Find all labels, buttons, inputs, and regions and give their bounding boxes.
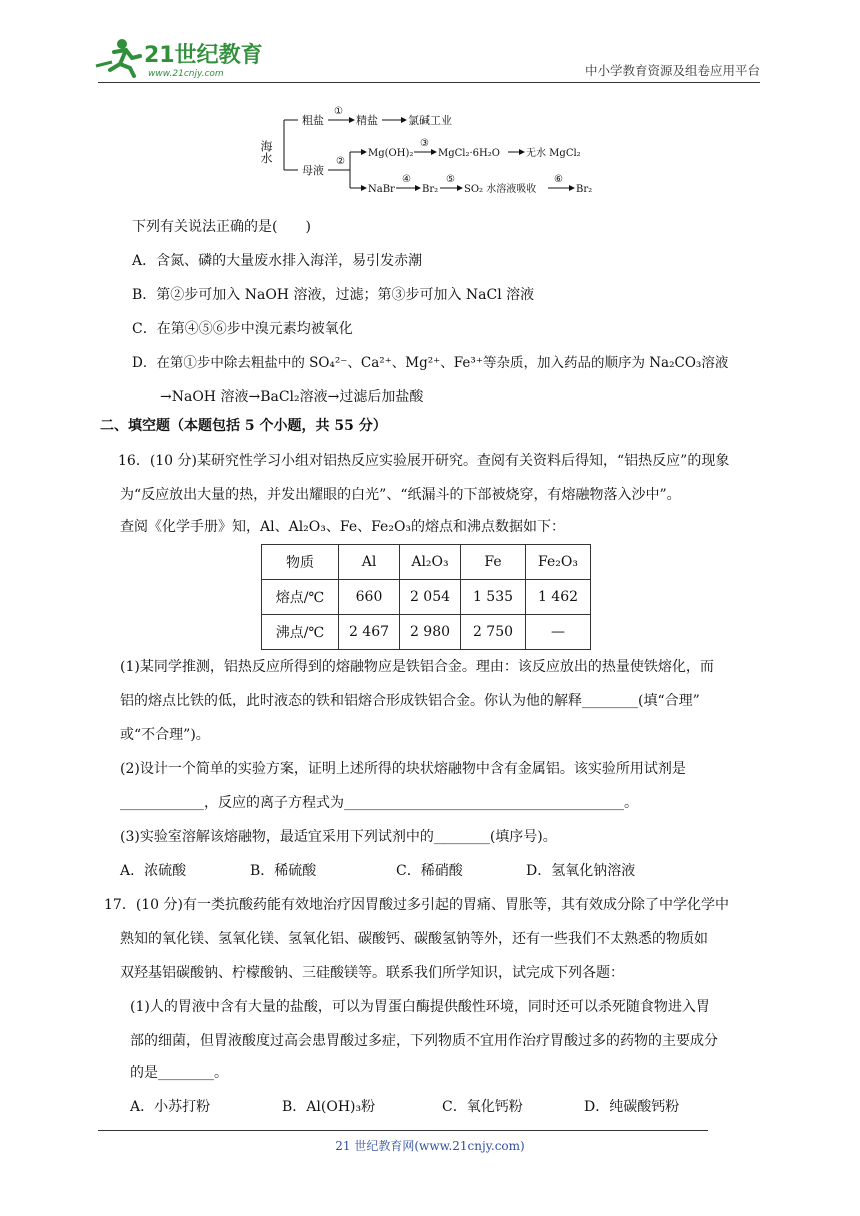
seawater-flow-diagram	[259, 100, 602, 205]
table-header-cell: Al	[339, 545, 400, 580]
table-header-cell: Fe	[461, 545, 526, 580]
table-header-cell: 物质	[262, 545, 339, 580]
table-cell: 2 054	[400, 580, 461, 615]
runner-icon	[96, 39, 140, 76]
footer-text: 21 世纪教育网(www.21cnjy.com)	[335, 1139, 525, 1153]
q16-line1: 16．(10 分)某研究性学习小组对铝热反应实验展开研究。查阅有关资料后得知，“铝热反应”的现象	[118, 453, 730, 469]
q17-part1-line3: 的是________。	[130, 1065, 228, 1081]
diagram-nabr: NaBr	[368, 184, 395, 195]
diagram-source: 海水	[259, 140, 273, 164]
table-cell: 沸点/℃	[262, 615, 339, 650]
diagram-chlor-alkali: 氯碱工业	[408, 114, 452, 127]
table-cell: 1 535	[461, 580, 526, 615]
diagram-fine-salt: 精盐	[356, 114, 378, 127]
q17-line2: 熟知的氧化镁、氢氧化镁、氢氧化铝、碳酸钙、碳酸氢钠等外，还有一些我们不太熟悉的物质如	[120, 931, 708, 947]
q16-part2-line2: ____________，反应的离子方程式为________________________________________。	[120, 795, 638, 811]
q16-option-d: D．氢氧化钠溶液	[526, 863, 636, 879]
logo-url: www.21cnjy.com	[148, 69, 224, 79]
table-header-cell: Fe₂O₃	[526, 545, 591, 580]
diagram-mgcl2-hydrate: MgCl₂·6H₂O	[438, 148, 500, 159]
section-heading: 二、填空题（本题包括 5 个小题，共 55 分）	[100, 418, 387, 434]
q15-prompt: 下列有关说法正确的是( )	[132, 219, 311, 235]
q15-option-a: A．含氮、磷的大量废水排入海洋，易引发赤潮	[132, 253, 423, 269]
q17-part1-line1: (1)人的胃液中含有大量的盐酸，可以为胃蛋白酶提供酸性环境，同时还可以杀死随食物进入胃	[130, 999, 710, 1015]
logo	[92, 36, 262, 80]
table-cell: 2 750	[461, 615, 526, 650]
q16-part1-line2: 铝的熔点比铁的低，此时液态的铁和铝熔合形成铁铝合金。你认为他的解释________(填“合理”	[120, 693, 700, 709]
q16-part1-line3: 或“不合理”)。	[120, 727, 210, 743]
header-divider	[98, 82, 760, 83]
q17-part1-line2: 部的细菌，但胃液酸度过高会患胃酸过多症，下列物质不宜用作治疗胃酸过多的药物的主要成分	[130, 1033, 718, 1049]
logo-title: 21世纪教育	[144, 43, 263, 68]
table-header-cell: Al₂O₃	[400, 545, 461, 580]
diagram-step-5: ⑤	[446, 174, 455, 185]
q15-option-c: C．在第④⑤⑥步中溴元素均被氧化	[132, 321, 353, 337]
diagram-step-3: ③	[420, 138, 429, 149]
diagram-step-1: ①	[334, 106, 343, 117]
q16-line2: 为“反应放出大量的热，并发出耀眼的白光”、“纸漏斗的下部被烧穿，有熔融物落入沙中”。	[120, 487, 681, 503]
table-cell: 2 467	[339, 615, 400, 650]
q16-option-a: A．浓硫酸	[120, 863, 187, 879]
q16-option-c: C．稀硝酸	[396, 863, 463, 879]
melting-boiling-table	[261, 544, 591, 650]
q17-line3: 双羟基铝碳酸钠、柠檬酸钠、三硅酸镁等。联系我们所学知识，试完成下列各题：	[120, 965, 624, 981]
q17-option-c: C．氧化钙粉	[442, 1099, 523, 1115]
diagram-mgoh2: Mg(OH)₂	[368, 148, 414, 159]
q16-option-b: B．稀硫酸	[250, 863, 317, 879]
diagram-step-6: ⑥	[554, 174, 563, 185]
table-cell: 1 462	[526, 580, 591, 615]
q15-option-b: B．第②步可加入 NaOH 溶液，过滤；第③步可加入 NaCl 溶液	[132, 287, 535, 303]
table-cell: 熔点/℃	[262, 580, 339, 615]
q17-option-d: D．纯碳酸钙粉	[584, 1099, 680, 1115]
table-cell: —	[526, 615, 591, 650]
diagram-br2-a: Br₂	[422, 184, 439, 195]
table-row	[262, 615, 591, 650]
q17-option-b: B．Al(OH)₃粉	[282, 1099, 376, 1115]
table-row	[262, 580, 591, 615]
q15-option-d-line1: D．在第①步中除去粗盐中的 SO₄²⁻、Ca²⁺、Mg²⁺、Fe³⁺等杂质，加入药品的顺序为 Na₂CO₃溶液	[132, 355, 729, 371]
q16-line3: 查阅《化学手册》知，Al、Al₂O₃、Fe、Fe₂O₃的熔点和沸点数据如下：	[120, 519, 566, 535]
table-cell: 660	[339, 580, 400, 615]
diagram-step-4: ④	[402, 174, 411, 185]
q16-part1-line1: (1)某同学推测，铝热反应所得到的熔融物应是铁铝合金。理由：该反应放出的热量使铁熔化，而	[120, 659, 714, 675]
footer-divider	[98, 1130, 708, 1131]
q15-option-d-line2: →NaOH 溶液→BaCl₂溶液→过滤后加盐酸	[160, 389, 424, 405]
diagram-crude-salt: 粗盐	[302, 114, 324, 127]
q17-option-a: A．小苏打粉	[130, 1099, 211, 1115]
diagram-br2-b: Br₂	[576, 184, 593, 195]
table-header-row	[262, 545, 591, 580]
diagram-mother-liquor: 母液	[302, 164, 324, 177]
diagram-so2-absorb: SO₂ 水溶液吸收	[464, 184, 537, 195]
q16-part2-line1: (2)设计一个简单的实验方案，证明上述所得的块状熔融物中含有金属铝。该实验所用试剂是	[120, 761, 686, 777]
diagram-step-2: ②	[336, 156, 345, 167]
q17-line1: 17．(10 分)有一类抗酸药能有效地治疗因胃酸过多引起的胃痛、胃胀等，其有效成分除了中学化学中	[104, 897, 730, 913]
header-platform-text: 中小学教育资源及组卷应用平台	[584, 63, 760, 78]
q16-part3: (3)实验室溶解该熔融物，最适宜采用下列试剂中的________(填序号)。	[120, 829, 557, 845]
table-cell: 2 980	[400, 615, 461, 650]
diagram-anhydrous-mgcl2: 无水 MgCl₂	[526, 148, 581, 159]
